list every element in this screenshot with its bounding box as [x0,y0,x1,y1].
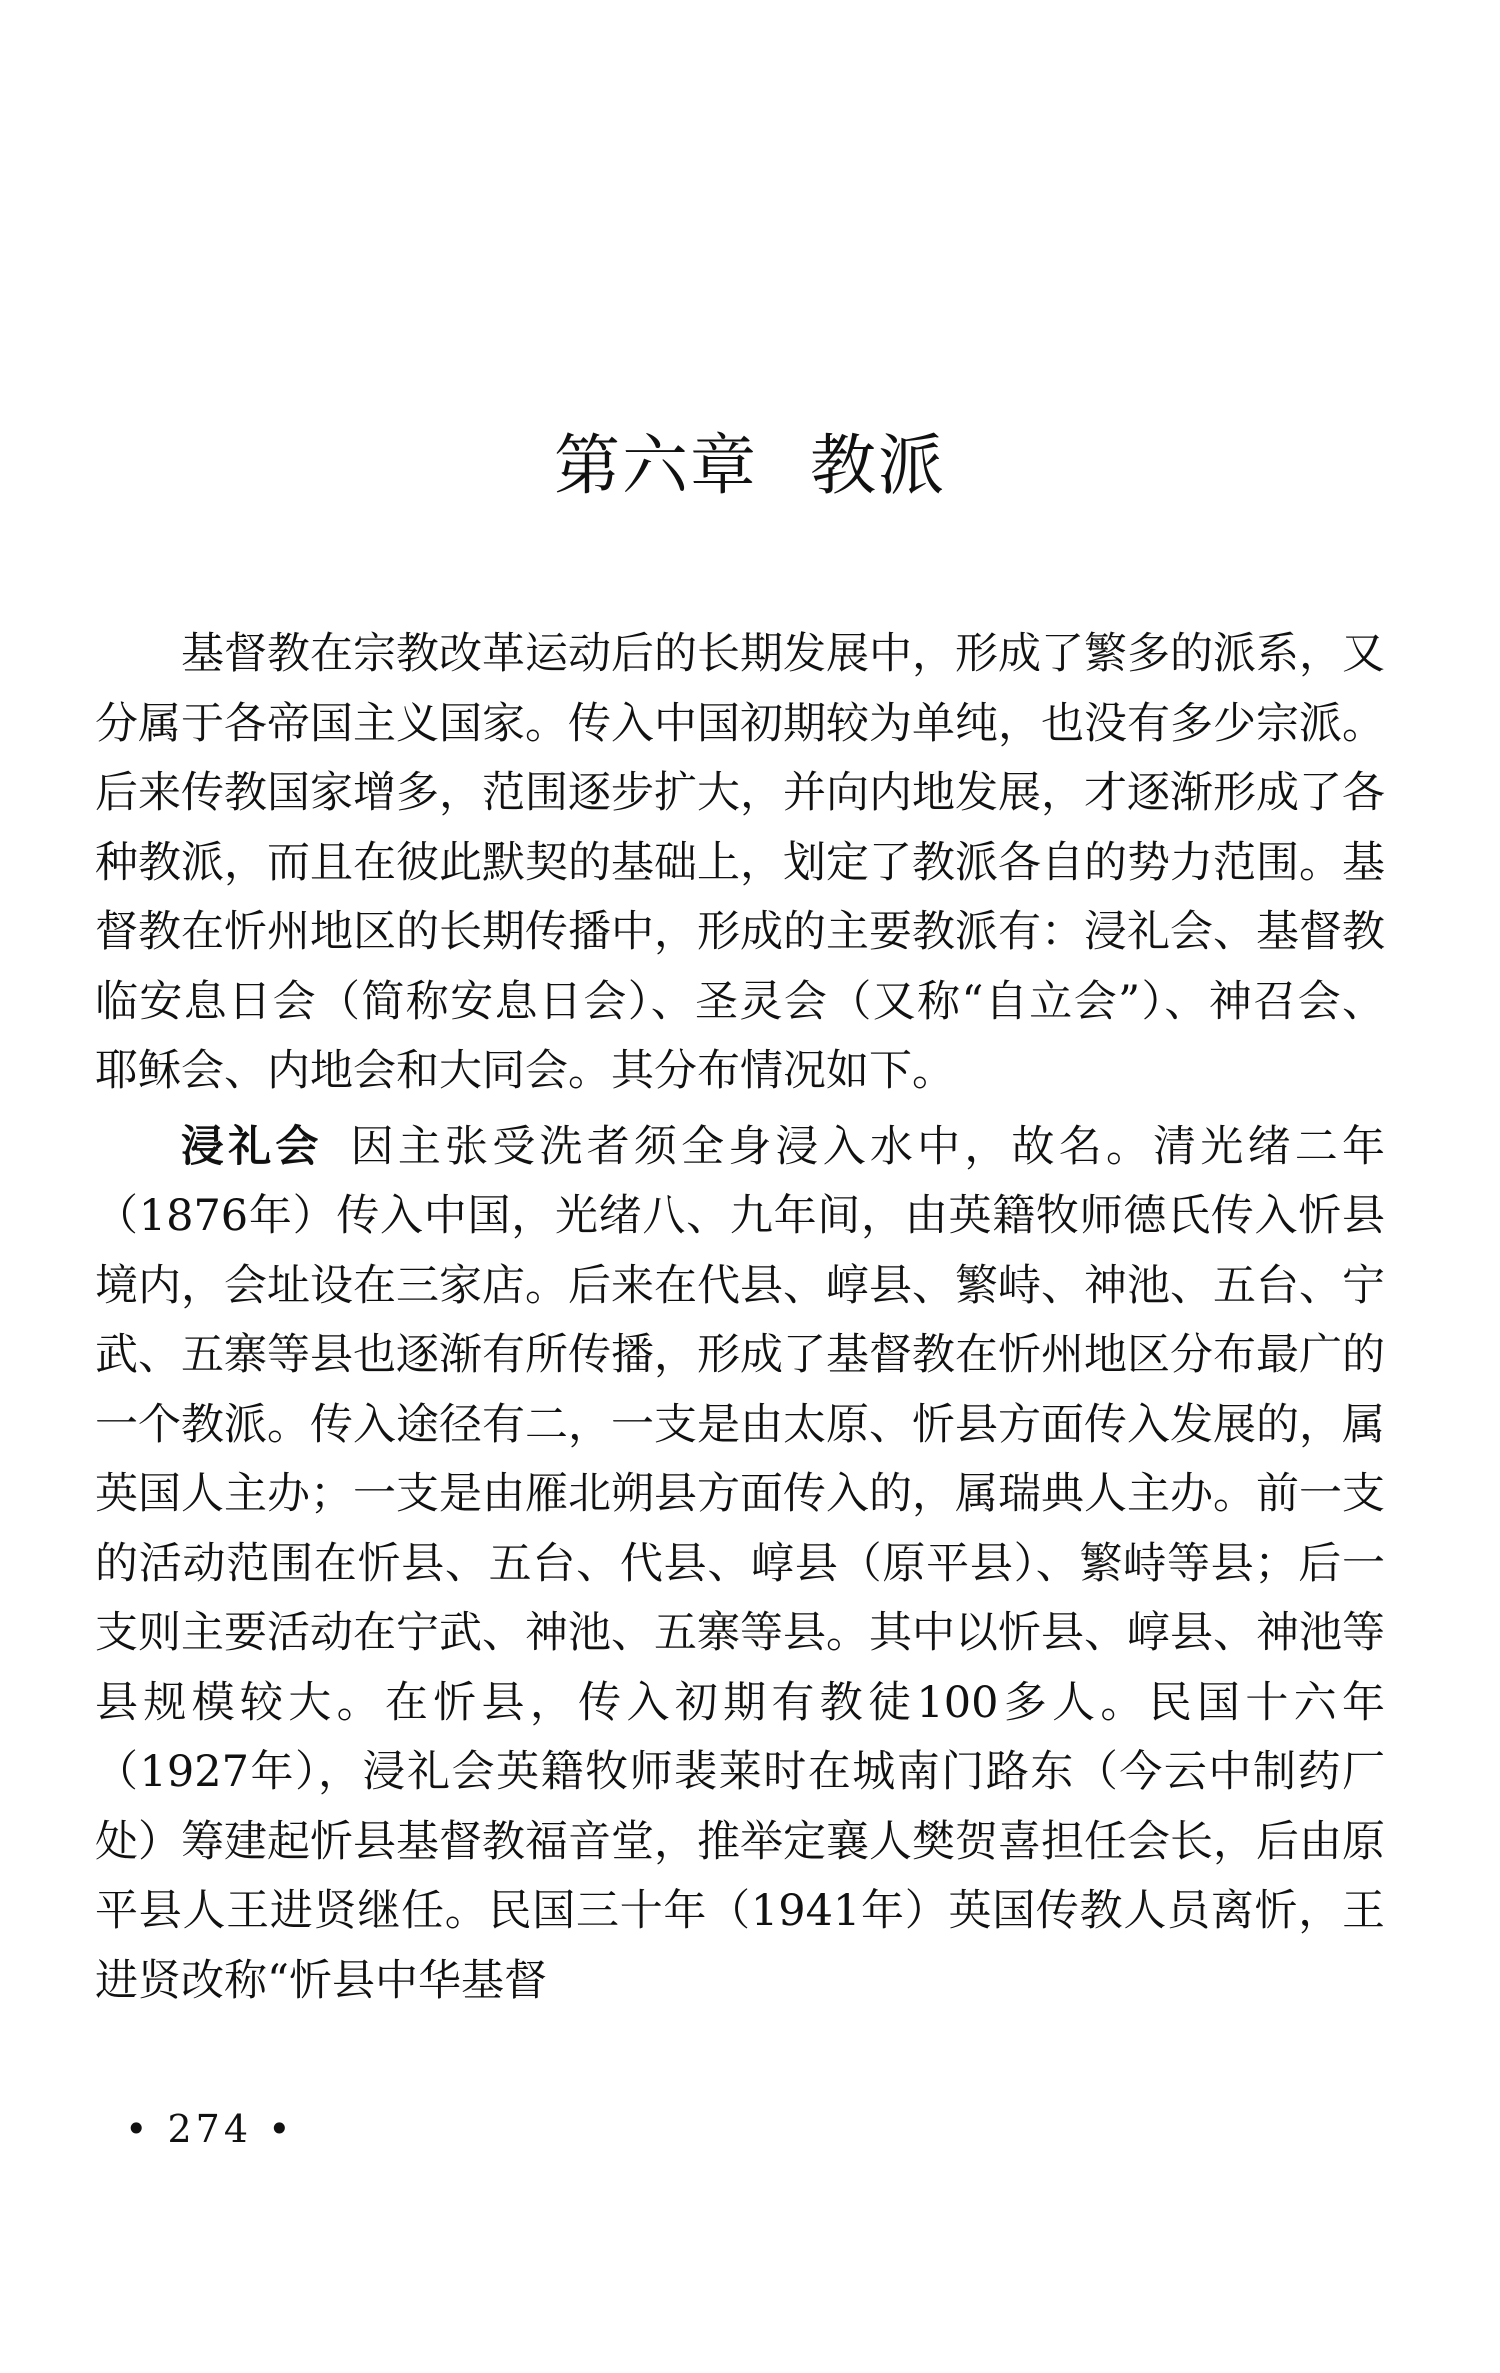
paragraph-text: 因主张受洗者须全身浸入水中，故名。清光绪二年（1876年）传入中国，光绪八、九年间，由英籍牧师德氏传入忻县境内，会址设在三家店。后来在代县、崞县、繁峙、神池、五台、宁武、五寨等县也逐渐有所传播，形成了基督教在忻州地区分布最广的一个教派。传入途径有二，一支是由太原、忻县方面传入发展的，属英国人主办；一支是由雁北朔县方面传入的，属瑞典人主办。前一支的活动范围在忻县、五台、代县、崞县（原平县）、繁峙等县；后一支则主要活动在宁武、神池、五寨等县。其中以忻县、崞县、神池等县规模较大。在忻县，传入初期有教徒100多人。民国十六年（1927年），浸礼会英籍牧师裴莱时在城南门路东（今云中制药厂处）筹建起忻县基督教福音堂，推举定襄人樊贺喜担任会长，后由原平县人王进贤继任。民国三十年（1941年）英国传教人员离忻，王进贤改称“忻县中华基督 [95,1121,1385,2006]
page-number: • 274 • [125,2107,295,2151]
paragraph-baptist [95,1113,1385,2017]
chapter-number: 第六章 [554,427,758,504]
chapter-title [0,412,1500,507]
body-text [95,620,1385,2022]
paragraph-intro: 基督教在宗教改革运动后的长期发展中，形成了繁多的派系，又分属于各帝国主义国家。传入中国初期较为单纯，也没有多少宗派。后来传教国家增多，范围逐步扩大，并向内地发展，才逐渐形成了各种教派，而且在彼此默契的基础上，划定了教派各自的势力范围。基督教在忻州地区的长期传播中，形成的主要教派有：浸礼会、基督教临安息日会（简称安息日会）、圣灵会（又称“自立会”）、神召会、耶稣会、内地会和大同会。其分布情况如下。 [95,629,1385,1096]
paragraph-term: 浸礼会 [181,1121,323,1172]
chapter-name: 教派 [810,427,946,504]
